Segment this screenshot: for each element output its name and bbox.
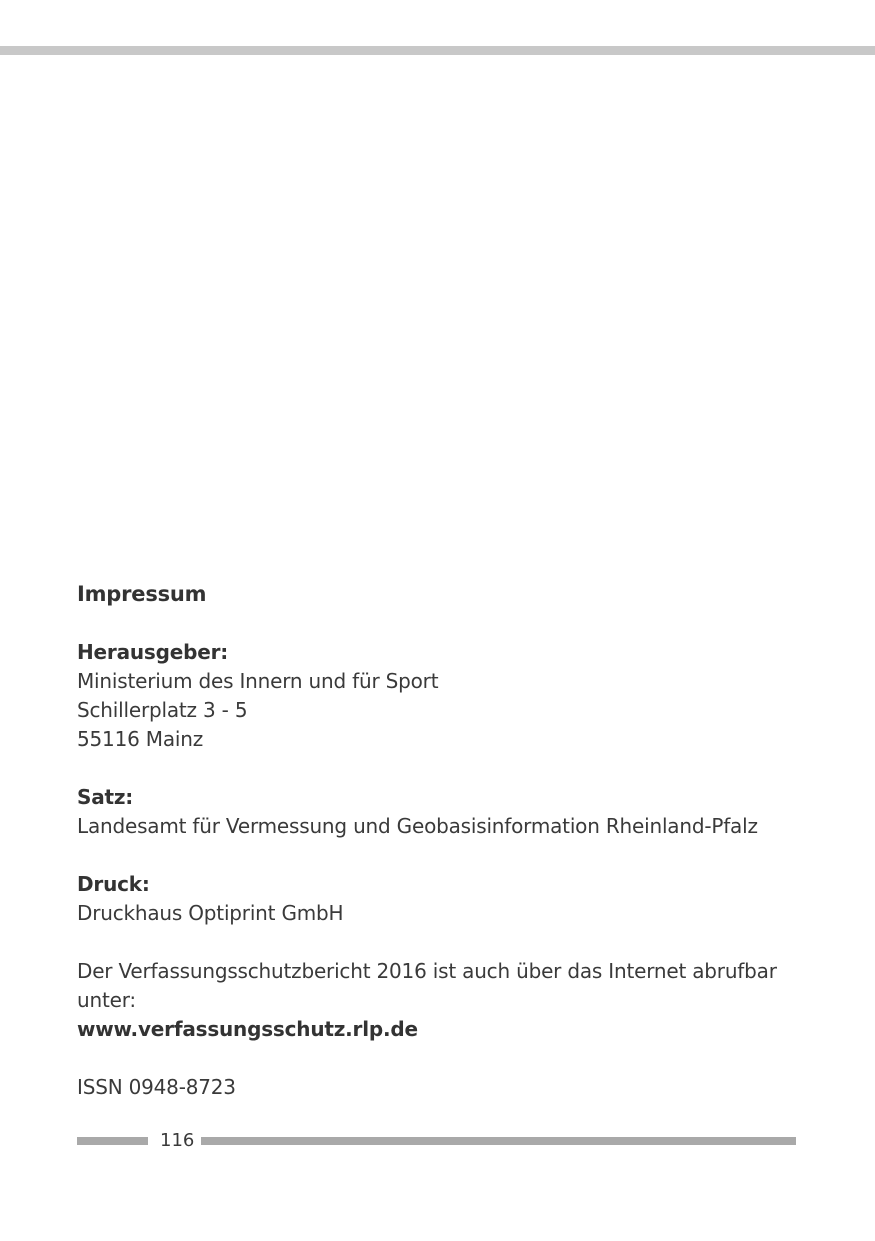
online-text-line-1: Der Verfassungsschutzbericht 2016 ist auch über das Internet abrufbar — [77, 959, 777, 983]
page-footer — [77, 1128, 796, 1154]
online-block — [77, 957, 777, 1044]
printing-name: Druckhaus Optiprint GmbH — [77, 901, 344, 925]
top-divider — [0, 46, 875, 55]
typesetting-label: Satz: — [77, 785, 134, 809]
page-number: 116 — [160, 1130, 195, 1151]
typesetting-block — [77, 783, 777, 841]
publisher-label: Herausgeber: — [77, 640, 229, 664]
website-link[interactable]: www.verfassungsschutz.rlp.de — [77, 1017, 418, 1041]
online-text-line-2: unter: — [77, 988, 136, 1012]
publisher-city: 55116 Mainz — [77, 727, 204, 751]
publisher-street: Schillerplatz 3 - 5 — [77, 698, 248, 722]
typesetting-name: Landesamt für Vermessung und Geobasisinformation Rheinland-Pfalz — [77, 814, 758, 838]
imprint-title: Impressum — [77, 582, 207, 606]
publisher-name: Ministerium des Innern und für Sport — [77, 669, 439, 693]
footer-bar-left — [77, 1137, 148, 1145]
printing-block — [77, 870, 777, 928]
printing-label: Druck: — [77, 872, 150, 896]
issn: ISSN 0948-8723 — [77, 1075, 236, 1099]
footer-bar-right — [201, 1137, 796, 1145]
publisher-block — [77, 638, 777, 754]
imprint-section — [77, 580, 777, 1102]
